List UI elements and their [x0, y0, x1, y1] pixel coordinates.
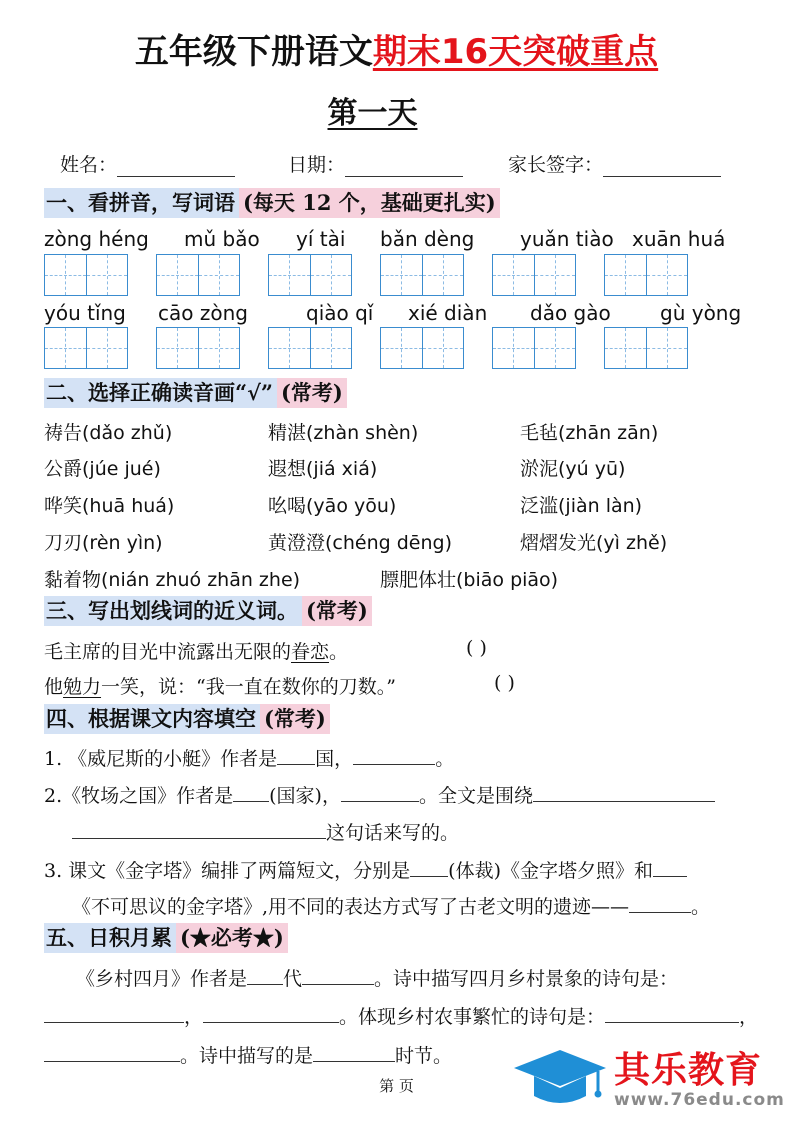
blank[interactable] — [44, 1004, 184, 1023]
pinyin-1-1: zòng héng — [44, 227, 149, 251]
pronunciation-item[interactable]: 祷告(dǎo zhǔ) — [44, 422, 173, 444]
blank[interactable] — [353, 746, 435, 765]
pronunciation-item[interactable]: 泛滥(jiàn làn) — [520, 495, 643, 517]
writing-grid[interactable] — [604, 327, 688, 369]
writing-grid[interactable] — [380, 327, 464, 369]
pronunciation-item[interactable]: 公爵(júe jué) — [44, 458, 161, 480]
pinyin-2-6: gù yòng — [660, 301, 742, 325]
writing-grid[interactable] — [44, 327, 128, 369]
blank[interactable] — [302, 966, 374, 985]
date-blank[interactable] — [345, 156, 463, 177]
fill-line-4: 3. 课文《金字塔》编排了两篇短文，分别是 (体裁)《金字塔夕照》和 — [44, 856, 687, 883]
section-5-heading: 五、日积月累 (★必考★) — [44, 923, 288, 953]
section-1-heading: 一、看拼音，写词语 (每天 12 个，基础更扎实) — [44, 188, 500, 218]
blank[interactable] — [341, 783, 419, 802]
pinyin-2-5: dǎo gào — [530, 301, 611, 325]
section-4-heading: 四、根据课文内容填空 (常考) — [44, 704, 330, 734]
blank[interactable] — [605, 1004, 739, 1023]
pronunciation-item[interactable]: 淤泥(yú yū) — [520, 458, 626, 480]
pronunciation-item[interactable]: 黄澄澄(chéng dēng) — [268, 532, 453, 554]
fill-line-5: 《不可思议的金字塔》,用不同的表达方式写了古老文明的遗迹—— 。 — [72, 896, 711, 918]
blank[interactable] — [44, 1043, 180, 1062]
pronunciation-item[interactable]: 遐想(jiá xiá) — [268, 458, 378, 480]
blank[interactable] — [72, 820, 326, 839]
blank[interactable] — [203, 1004, 339, 1023]
pinyin-2-4: xié diàn — [408, 301, 488, 325]
pinyin-1-5: yuǎn tiào — [520, 227, 614, 251]
parent-sign-field[interactable]: 家长签字： — [508, 150, 721, 177]
answer-paren[interactable]: ( ) — [466, 637, 487, 659]
brand-name: 其乐教育 — [614, 1050, 763, 1091]
writing-grid[interactable] — [268, 327, 352, 369]
writing-grid[interactable] — [492, 327, 576, 369]
section-3-heading: 三、写出划线词的近义词。 (常考) — [44, 596, 372, 626]
pinyin-2-3: qiào qǐ — [306, 301, 374, 325]
name-field[interactable]: 姓名： — [60, 150, 235, 177]
pronunciation-item[interactable]: 哗笑(huā huá) — [44, 495, 175, 517]
pronunciation-item[interactable]: 毛毡(zhān zān) — [520, 422, 659, 444]
fill-line-1: 1. 《威尼斯的小艇》作者是 国， 。 — [44, 748, 455, 770]
pronunciation-item[interactable]: 吆喝(yāo yōu) — [268, 495, 397, 517]
writing-grid[interactable] — [156, 327, 240, 369]
poem-line-1: 《乡村四月》作者是 代 。诗中描写四月乡村景象的诗句是： — [76, 968, 679, 990]
pronunciation-item[interactable]: 熠熠发光(yì zhě) — [520, 532, 668, 554]
blank[interactable] — [629, 894, 691, 913]
writing-grid[interactable] — [44, 254, 128, 296]
pronunciation-item[interactable]: 黏着物(nián zhuó zhān zhe) — [44, 569, 301, 591]
pronunciation-item[interactable]: 膘肥体壮(biāo piāo) — [380, 569, 559, 591]
date-field[interactable]: 日期： — [288, 150, 463, 177]
blank[interactable] — [247, 966, 283, 985]
pinyin-2-2: cāo zòng — [158, 301, 248, 325]
pinyin-1-6: xuān huá — [632, 227, 726, 251]
fill-line-3: 这句话来写的。 — [72, 818, 459, 845]
poem-line-2: ， 。体现乡村农事繁忙的诗句是： ， — [44, 1002, 758, 1029]
blank[interactable] — [233, 783, 269, 802]
answer-paren[interactable]: ( ) — [494, 672, 515, 694]
pinyin-1-2: mǔ bǎo — [184, 227, 260, 251]
blank[interactable] — [533, 783, 715, 802]
poem-line-3: 。诗中描写的是 时节。 — [44, 1041, 452, 1068]
writing-grid[interactable] — [604, 254, 688, 296]
day-heading: 第一天 — [327, 96, 418, 131]
blank[interactable] — [313, 1043, 395, 1062]
synonym-question-2: 他勉力一笑，说：“我一直在数你的刀数。” — [44, 676, 396, 698]
writing-grid[interactable] — [380, 254, 464, 296]
section-2-heading: 二、选择正确读音画“√” (常考) — [44, 378, 347, 408]
pinyin-1-3: yí tài — [296, 227, 346, 251]
blank[interactable] — [410, 858, 448, 877]
name-blank[interactable] — [117, 156, 235, 177]
pronunciation-item[interactable]: 刀刃(rèn yìn) — [44, 532, 163, 554]
pronunciation-item[interactable]: 精湛(zhàn shèn) — [268, 422, 419, 444]
title-prefix: 五年级下册语文 — [134, 32, 373, 72]
writing-grid[interactable] — [492, 254, 576, 296]
pinyin-1-4: bǎn dèng — [380, 227, 475, 251]
writing-grid[interactable] — [268, 254, 352, 296]
page-title — [0, 24, 793, 73]
brand-url: www.76edu.com — [614, 1090, 785, 1110]
fill-line-2: 2.《牧场之国》作者是 (国家)， 。全文是围绕 — [44, 781, 715, 808]
synonym-question-1: 毛主席的目光中流露出无限的眷恋。 — [44, 641, 349, 663]
title-highlight: 期末16天突破重点 — [372, 32, 659, 72]
blank[interactable] — [277, 746, 315, 765]
page-number: 第 页 — [379, 1077, 414, 1095]
pinyin-2-1: yóu tǐng — [44, 301, 126, 325]
writing-grid[interactable] — [156, 254, 240, 296]
blank[interactable] — [653, 858, 687, 877]
parent-sign-blank[interactable] — [603, 156, 721, 177]
